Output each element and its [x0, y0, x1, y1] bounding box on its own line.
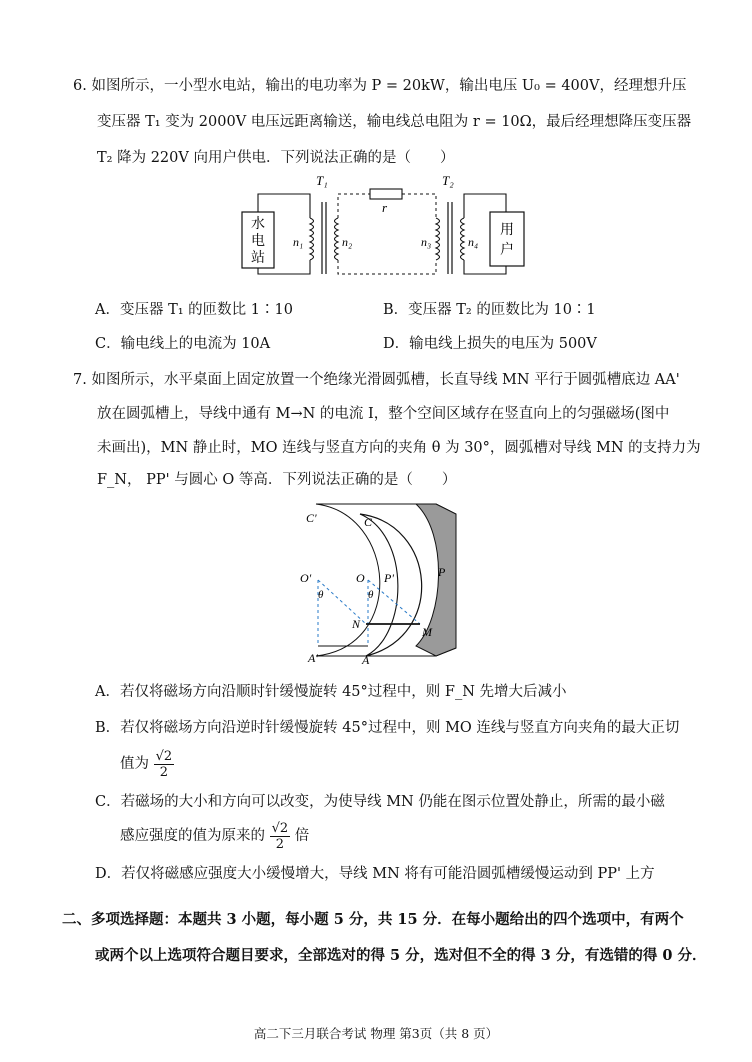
t1-label: T₁: [316, 173, 328, 188]
label-a-prime: A': [308, 651, 318, 665]
q6-stem-line3: T₂ 降为 220V 向用户供电．下列说法正确的是（ ）: [97, 150, 455, 166]
q7-arc-groove-diagram: [296, 496, 468, 666]
label-theta: θ: [368, 589, 374, 601]
label-m: M: [422, 625, 432, 639]
q7-option-c-line2: [120, 818, 309, 854]
q7-option-b-prefix: 值为: [120, 756, 149, 772]
q7-option-c-prefix: 感应强度的值为原来的: [120, 828, 265, 844]
q7-option-c-suffix: 倍: [294, 828, 310, 844]
q6-transformer-diagram: [230, 168, 540, 288]
q6-option-d: D．输电线上损失的电压为 500V: [383, 336, 597, 352]
r-label: r: [382, 200, 388, 215]
q7-option-b-line2: [120, 746, 174, 782]
label-n: N: [352, 617, 361, 631]
sqrt2-over-2-fraction: [154, 749, 175, 780]
q6-stem-line1: 6. 如图所示，一小型水电站，输出的电功率为 P = 20kW，输出电压 U₀ = 400V，经理想升压: [73, 78, 687, 94]
fraction-denominator-c: 2: [275, 836, 285, 852]
label-o: O: [356, 571, 365, 585]
q6-stem-line2: 变压器 T₁ 变为 2000V 电压远距离输送，输电线总电阻为 r = 10Ω，最后经理想降压变压器: [97, 114, 692, 130]
n4-label: n₄: [468, 235, 479, 249]
sqrt2-over-2-fraction-c: [270, 821, 291, 852]
q7-stem-line4: F_N， PP' 与圆心 O 等高．下列说法正确的是（ ）: [97, 472, 457, 488]
q7-option-d: D．若仅将磁感应强度大小缓慢增大，导线 MN 将有可能沿圆弧槽缓慢运动到 PP' 上方: [95, 866, 655, 882]
label-p-prime: P': [384, 571, 394, 585]
user-char-1: 用: [500, 223, 514, 238]
q7-option-b-line1: B．若仅将磁场方向沿逆时针缓慢旋转 45°过程中，则 MO 连线与竖直方向夹角的最大正切: [95, 720, 680, 736]
section2-heading-line2: 或两个以上选项符合题目要求，全部选对的得 5 分，选对但不全的得 3 分，有选错的得 0 分．: [95, 947, 707, 964]
fraction-numerator: √2: [155, 748, 173, 764]
q7-stem-line1: 7. 如图所示，水平桌面上固定放置一个绝缘光滑圆弧槽，长直导线 MN 平行于圆弧槽底边 AA': [73, 372, 680, 388]
fraction-denominator: 2: [159, 764, 169, 780]
station-char-1: 水: [251, 217, 265, 232]
label-p: P: [438, 565, 446, 579]
label-theta-left: θ: [318, 589, 324, 601]
page-footer: 高二下三月联合考试 物理 第3页（共 8 页）: [253, 1026, 499, 1041]
label-a: A: [362, 653, 370, 666]
q7-stem-line2: 放在圆弧槽上，导线中通有 M→N 的电流 I，整个空间区域存在竖直向上的匀强磁场(图中: [97, 406, 670, 422]
q6-option-c: C．输电线上的电流为 10A: [95, 336, 271, 352]
section2-heading-line1: 二、多项选择题：本题共 3 小题，每小题 5 分，共 15 分．在每小题给出的四个选项中，有两个: [62, 911, 684, 928]
n3-label: n₃: [421, 235, 432, 249]
station-char-3: 站: [251, 251, 265, 266]
q7-stem-line3: 未画出)，MN 静止时，MO 连线与竖直方向的夹角 θ 为 30°，圆弧槽对导线 MN 的支持力为: [97, 440, 701, 456]
n2-label: n₂: [342, 235, 353, 249]
q6-option-b: B．变压器 T₂ 的匝数比为 10∶1: [383, 302, 596, 318]
fraction-numerator-c: √2: [271, 820, 289, 836]
station-char-2: 电: [251, 234, 265, 249]
label-o-prime: O': [300, 571, 312, 585]
label-c: C: [364, 515, 373, 529]
label-c-prime: C': [306, 511, 317, 525]
q6-option-a: A．变压器 T₁ 的匝数比 1∶10: [95, 302, 293, 318]
n1-label: n₁: [293, 235, 304, 249]
q7-option-c-line1: C．若磁场的大小和方向可以改变，为使导线 MN 仍能在图示位置处静止，所需的最小磁: [95, 794, 665, 810]
user-char-2: 户: [500, 243, 514, 258]
t2-label: T₂: [442, 173, 454, 188]
q7-option-a: A．若仅将磁场方向沿顺时针缓慢旋转 45°过程中，则 F_N 先增大后减小: [95, 684, 567, 700]
